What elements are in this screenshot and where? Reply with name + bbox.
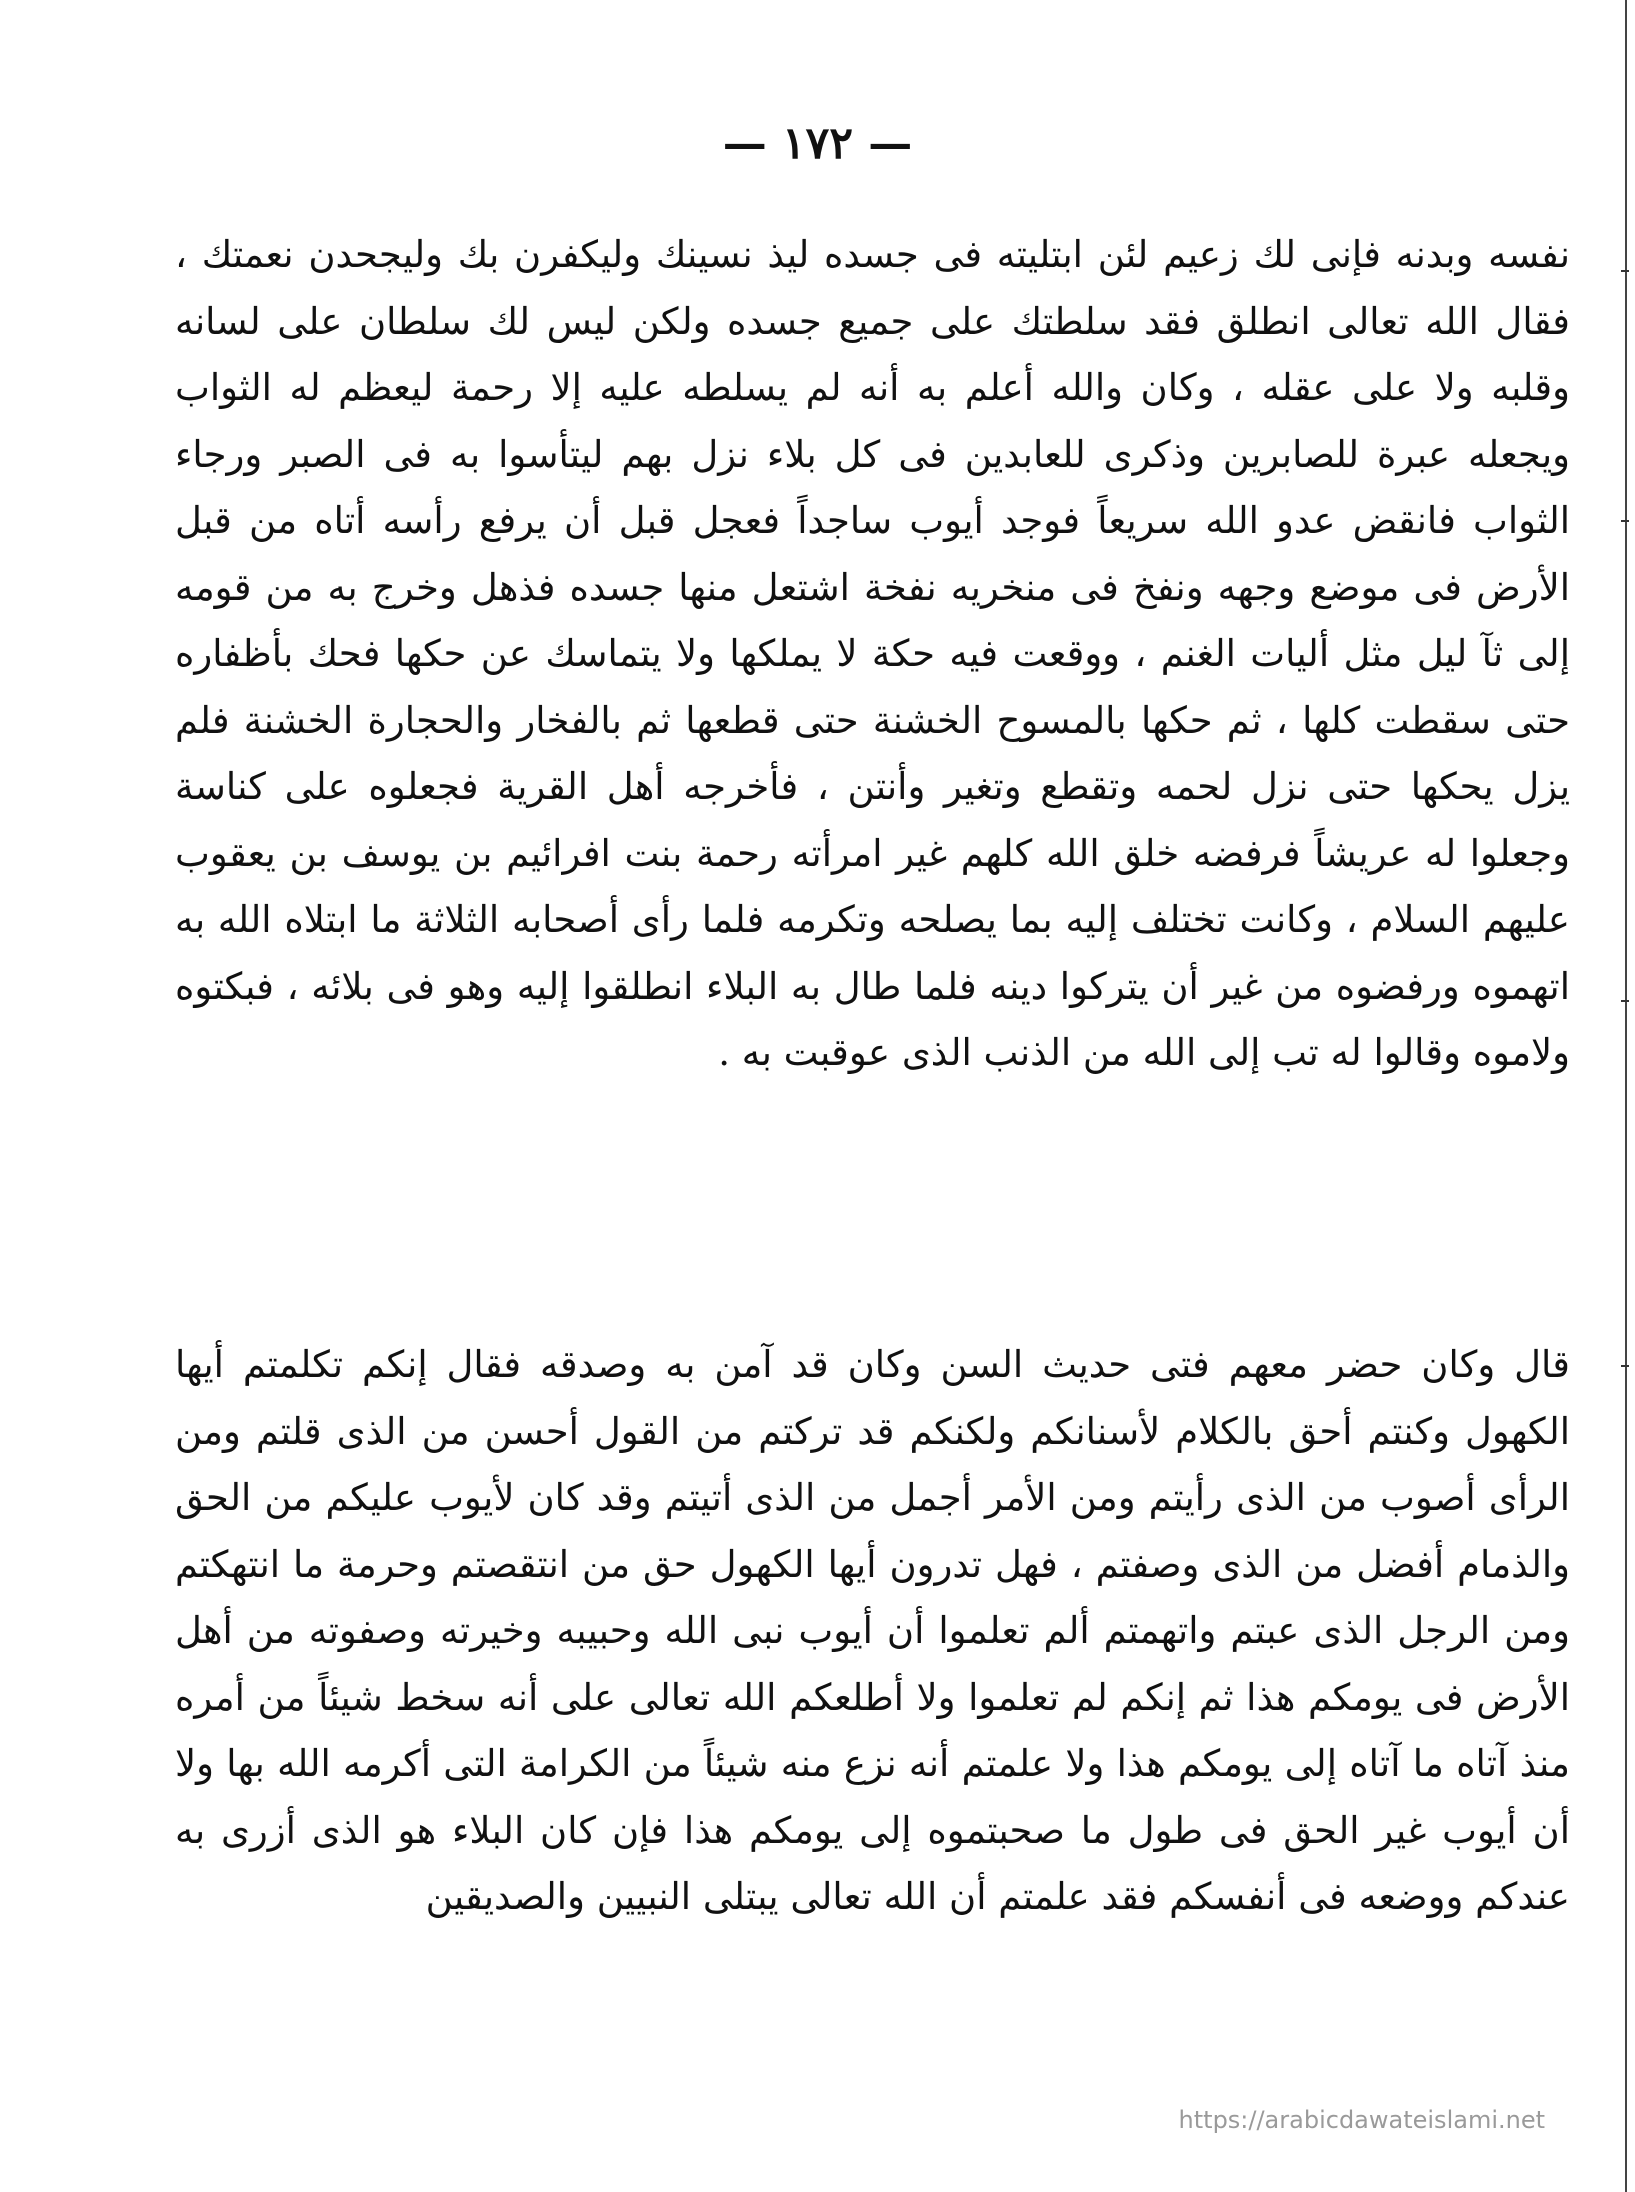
page-number: — ١٧٢ — xyxy=(722,118,913,169)
paragraph-1: نفسه وبدنه فإنى لك زعيم لئن ابتليته فى جسده ليذ نسينك وليكفرن بك وليجحدن نعمتك ، فقال الله تعالى انطلق فقد سلطتك على جميع جسده ولكن ليس لك سلطان على لسانه وقلبه ولا على عقله ، وكان والله أعلم به أنه لم يسلطه عليه إلا رحمة ليعظم له الثواب ويجعله عبرة للصابرين وذكرى للعابدين فى كل بلاء نزل بهم ليتأسوا به فى الصبر ورجاء الثواب فانقض عدو الله سريعاً فوجد أيوب ساجداً فعجل قبل أن يرفع رأسه أتاه من قبل الأرض فى موضع وجهه ونفخ فى منخريه نفخة اشتعل منها جسده فذهل وخرج به من قومه إلى ثآ ليل مثل أليات الغنم ، ووقعت فيه حكة لا يملكها ولا يتماسك عن حكها فحك بأظفاره حتى سقطت كلها ، ثم حكها بالمسوح الخشنة حتى قطعها ثم بالفخار والحجارة الخشنة فلم يزل يحكها حتى نزل لحمه وتقطع وتغير وأنتن ، فأخرجه أهل القرية فجعلوه على كناسة وجعلوا له عريشاً فرفضه خلق الله كلهم غير امرأته رحمة بنت افرائيم بن يوسف بن يعقوب عليهم السلام ، وكانت تختلف إليه بما يصلحه وتكرمه فلما رأى أصحابه الثلاثة ما ابتلاه الله به اتهموه ورفضوه من غير أن يتركوا دينه فلما طال به البلاء انطلقوا إليه وهو فى بلائه ، فبكتوه ولاموه وقالوا له تب إلى الله من الذنب الذى عوقبت به . xyxy=(175,233,1570,1074)
page-edge-marks xyxy=(1621,0,1629,2192)
paragraph-2: قال وكان حضر معهم فتى حديث السن وكان قد آمن به وصدقه فقال إنكم تكلمتم أيها الكهول وكنتم أحق بالكلام لأسنانكم ولكنكم قد تركتم من القول أحسن من الذى قلتم ومن الرأى أصوب من الذى رأيتم ومن الأمر أجمل من الذى أتيتم وقد كان لأيوب عليكم من الحق والذمام أفضل من الذى وصفتم ، فهل تدرون أيها الكهول حق من انتقصتم وحرمة ما انتهكتم ومن الرجل الذى عبتم واتهمتم ألم تعلموا أن أيوب نبى الله وحبيبه وخيرته وصفوته من أهل الأرض فى يومكم هذا ثم إنكم لم تعلموا ولا أطلعكم الله تعالى على أنه سخط شيئاً من أمره منذ آتاه ما آتاه إلى يومكم هذا ولا علمتم أنه نزع منه شيئاً من الكرامة التى أكرمه الله بها ولا أن أيوب غير الحق فى طول ما صحبتموه إلى يومكم هذا فإن كان البلاء هو الذى أزرى به عندكم ووضعه فى أنفسكم فقد علمتم أن الله تعالى يبتلى النبيين والصديقين xyxy=(175,1343,1570,1918)
watermark-url: https://arabicdawateislami.net xyxy=(1178,2106,1545,2134)
